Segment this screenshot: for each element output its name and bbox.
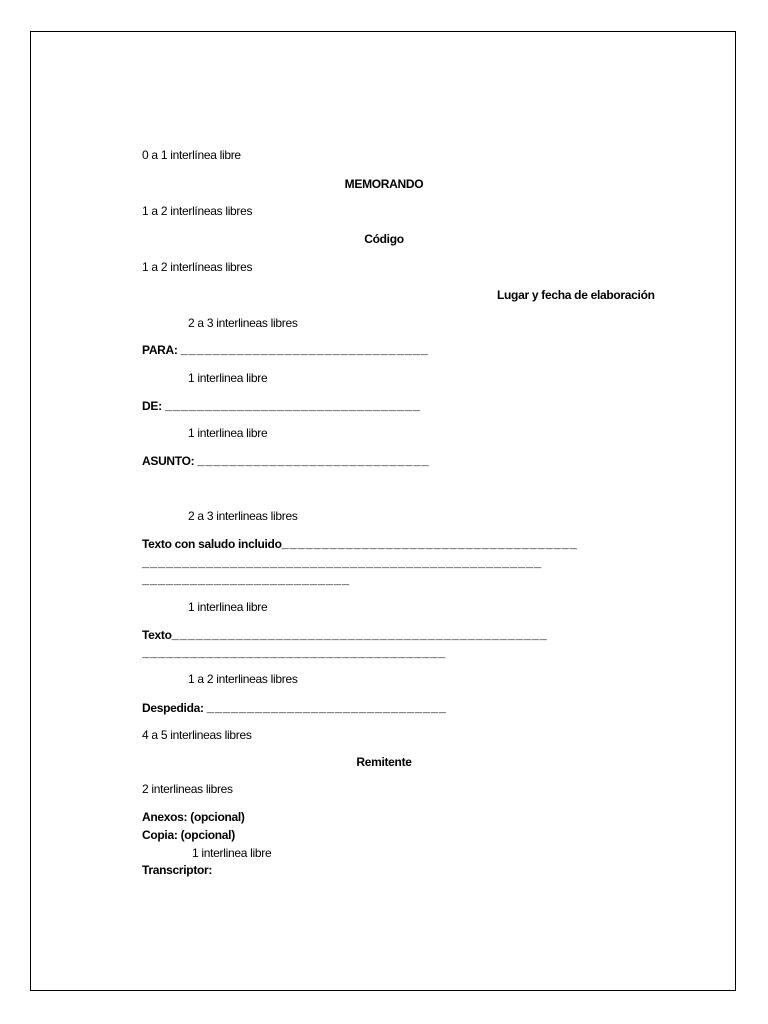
- spacing-note: 2 a 3 interlineas libres: [188, 316, 298, 330]
- para-field: [142, 343, 429, 358]
- spacing-note: 1 a 2 interlíneas libres: [142, 204, 253, 218]
- attachments-label: Anexos: (opcional): [142, 810, 245, 824]
- sender-label: Remitente: [356, 755, 412, 769]
- spacing-note: 1 interlinea libre: [192, 846, 272, 860]
- document-page: [30, 31, 736, 991]
- despedida-label: Despedida:: [142, 701, 204, 715]
- de-blank-line: ________________________________: [164, 400, 421, 414]
- place-date-label: Lugar y fecha de elaboración: [497, 288, 655, 302]
- para-label: PARA:: [142, 343, 178, 357]
- asunto-blank-line: _____________________________: [197, 455, 430, 469]
- spacing-note: 1 a 2 interlineas libres: [188, 672, 298, 686]
- texto-field: [142, 628, 548, 643]
- spacing-note: 2 interlineas libres: [142, 782, 233, 796]
- despedida-blank-line: ______________________________: [206, 702, 447, 716]
- de-field: [142, 399, 421, 414]
- texto-blank-line: ______________________________________: [142, 647, 447, 661]
- texto-label: Texto: [142, 628, 172, 642]
- despedida-field: [142, 701, 447, 716]
- texto-blank-line: _______________________________________________: [171, 629, 548, 643]
- greeting-blank-line: __________________________: [142, 574, 351, 588]
- greeting-label: Texto con saludo incluido: [142, 537, 282, 551]
- asunto-label: ASUNTO:: [142, 454, 195, 468]
- spacing-note: 4 a 5 interlineas libres: [142, 728, 252, 742]
- copy-label: Copia: (opcional): [142, 828, 235, 842]
- greeting-blank-line: _____________________________________: [281, 538, 578, 552]
- memo-title: MEMORANDO: [344, 177, 424, 191]
- spacing-note: 1 interlinea libre: [188, 426, 268, 440]
- spacing-note: 1 a 2 interlíneas libres: [142, 260, 253, 274]
- code-label: Código: [364, 232, 404, 246]
- greeting-blank-line: __________________________________________________: [142, 557, 543, 571]
- spacing-note: 2 a 3 interlineas libres: [188, 509, 298, 523]
- spacing-note: 1 interlinea libre: [188, 371, 268, 385]
- de-label: DE:: [142, 399, 162, 413]
- greeting-field: [142, 537, 578, 552]
- para-blank-line: _______________________________: [180, 344, 429, 358]
- spacing-note: 0 a 1 interlínea libre: [142, 148, 241, 162]
- asunto-field: [142, 454, 429, 469]
- transcriber-label: Transcriptor:: [142, 863, 213, 877]
- spacing-note: 1 interlinea libre: [188, 600, 268, 614]
